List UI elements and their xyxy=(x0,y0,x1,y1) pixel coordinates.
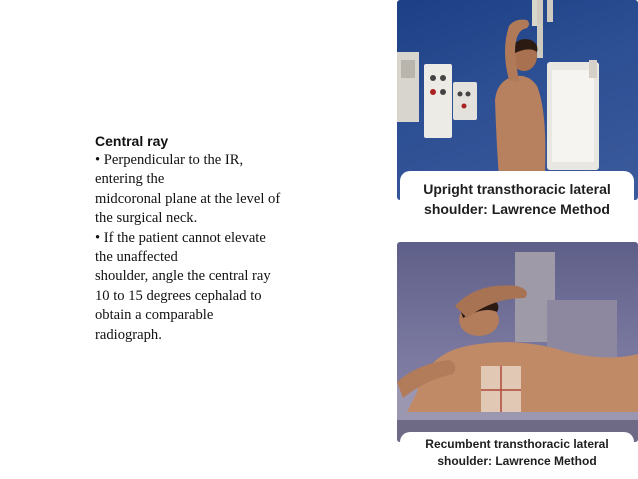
text-line: • If the patient cannot elevate xyxy=(95,229,266,246)
recumbent-caption-line-1: Recumbent transthoracic lateral xyxy=(425,437,609,451)
central-ray-text xyxy=(95,132,365,345)
upright-photo-illustration xyxy=(397,0,638,200)
text-line: • Perpendicular to the IR, xyxy=(95,152,244,168)
upright-position-photo xyxy=(397,0,638,200)
text-line: the unaffected xyxy=(95,249,178,266)
text-line: 10 to 15 degrees cephalad to xyxy=(95,287,262,304)
recumbent-position-photo xyxy=(397,242,638,442)
text-line: midcoronal plane at the level of xyxy=(95,190,281,207)
upright-caption-line-1: Upright transthoracic lateral xyxy=(423,181,611,197)
text-line: the surgical neck. xyxy=(95,210,198,227)
recumbent-caption-line-2: shoulder: Lawrence Method xyxy=(437,454,597,468)
upright-caption xyxy=(400,171,634,231)
text-line: entering the xyxy=(95,171,165,188)
upright-caption-line-2: shoulder: Lawrence Method xyxy=(424,201,610,217)
central-ray-heading: Central ray xyxy=(95,133,169,149)
text-line: radiograph. xyxy=(95,326,162,343)
text-line: obtain a comparable xyxy=(95,307,214,324)
recumbent-photo-illustration xyxy=(397,242,638,442)
recumbent-caption xyxy=(400,432,634,476)
text-line: shoulder, angle the central ray xyxy=(95,268,271,285)
